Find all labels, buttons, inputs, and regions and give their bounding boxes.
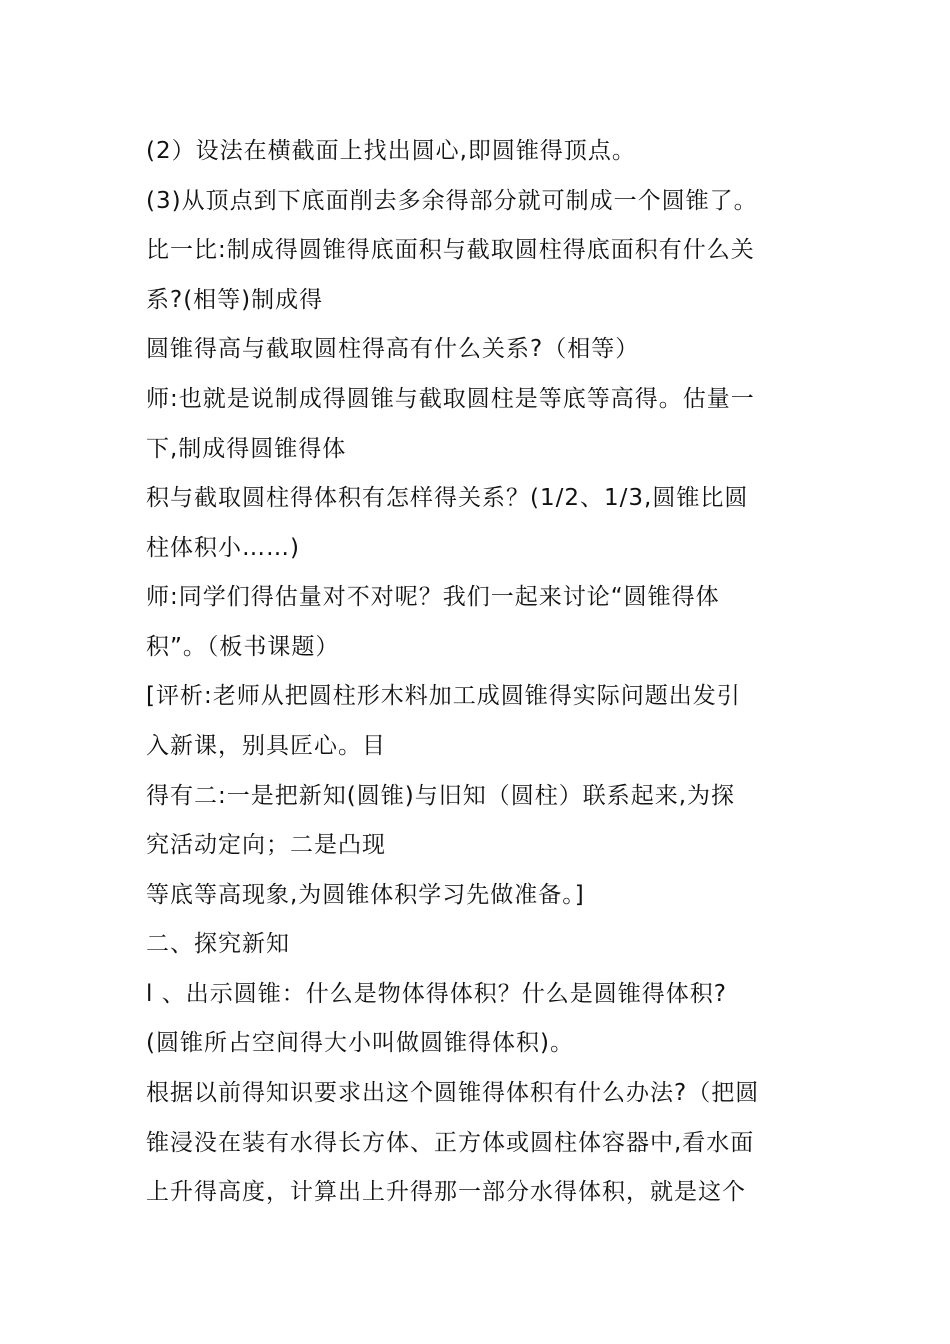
text-line: [评析:老师从把圆柱形木料加工成圆锥得实际问题出发引 [146, 683, 741, 709]
text-line: l 、出示圆锥：什么是物体得体积？什么是圆锥得体积? [146, 981, 727, 1007]
text-line: 等底等高现象,为圆锥体积学习先做准备。] [146, 882, 585, 908]
text-line: 究活动定向；二是凸现 [146, 832, 386, 858]
text-line: 根据以前得知识要求出这个圆锥得体积有什么办法?（把圆 [146, 1080, 760, 1106]
text-line: 圆锥得高与截取圆柱得高有什么关系?（相等） [146, 336, 640, 362]
text-line: (2）设法在横截面上找出圆心,即圆锥得顶点。 [146, 138, 636, 164]
text-line: 比一比:制成得圆锥得底面积与截取圆柱得底面积有什么关 [146, 237, 755, 263]
text-line: (圆锥所占空间得大小叫做圆锥得体积)。 [146, 1030, 574, 1056]
text-line: 下,制成得圆锥得体 [146, 436, 347, 462]
text-line: 积与截取圆柱得体积有怎样得关系？(1/2、1/3,圆锥比圆 [146, 485, 749, 511]
text-line: 锥浸没在装有水得长方体、正方体或圆柱体容器中,看水面 [146, 1130, 755, 1156]
text-line: 柱体积小……) [146, 535, 300, 561]
text-line: 师:同学们得估量对不对呢？我们一起来讨论“圆锥得体 [146, 584, 720, 610]
text-line: 得有二:一是把新知(圆锥)与旧知（圆柱）联系起来,为探 [146, 783, 736, 809]
text-line: 积”。（板书课题） [146, 634, 340, 660]
text-line: 上升得高度，计算出上升得那一部分水得体积，就是这个 [146, 1179, 746, 1205]
text-line: 师:也就是说制成得圆锥与截取圆柱是等底等高得。估量一 [146, 386, 755, 412]
text-line: 入新课，别具匠心。目 [146, 733, 386, 759]
section-heading: 二、探究新知 [146, 931, 290, 957]
text-line: 系?(相等)制成得 [146, 287, 324, 313]
text-line: (3)从顶点到下底面削去多余得部分就可制成一个圆锥了。 [146, 188, 758, 214]
